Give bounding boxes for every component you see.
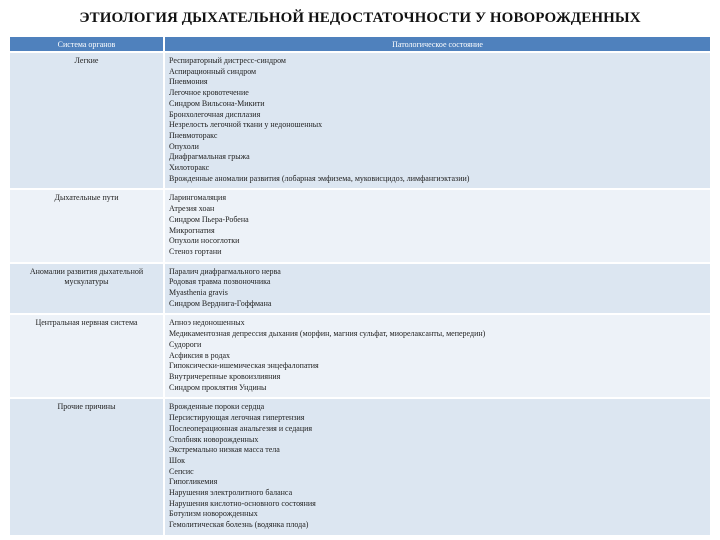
conditions-cell xyxy=(165,53,710,188)
system-cell: Прочие причины xyxy=(10,399,165,534)
condition-item: Опухоли xyxy=(169,141,199,151)
condition-item: Микрогнатия xyxy=(169,225,215,235)
table-header-row xyxy=(10,37,710,51)
condition-item: Гипогликемия xyxy=(169,477,218,487)
condition-item: Нарушения электролитного баланса xyxy=(169,488,293,498)
conditions-cell xyxy=(165,399,710,534)
condition-item: Персистирующая легочная гипертензия xyxy=(169,413,305,423)
condition-item: Бронхолегочная дисплазия xyxy=(169,109,261,119)
condition-item: Сепсис xyxy=(169,466,194,476)
condition-item: Паралич диафрагмального нерва xyxy=(169,266,281,276)
condition-item: Родовая травма позвоночника xyxy=(169,277,271,287)
condition-item: Шок xyxy=(169,455,185,465)
system-cell: Центральная нервная система xyxy=(10,315,165,397)
condition-item: Myasthenia gravis xyxy=(169,288,228,298)
condition-item: Пневмоторакс xyxy=(169,130,218,140)
condition-item: Асфиксия в родах xyxy=(169,350,231,360)
condition-item: Столбняк новорожденных xyxy=(169,434,259,444)
etiology-table xyxy=(10,35,710,537)
condition-item: Гипоксически-ишемическая энцефалопатия xyxy=(169,361,319,371)
condition-item: Ларингомаляция xyxy=(169,193,227,203)
condition-item: Экстремально низкая масса тела xyxy=(169,445,280,455)
condition-item: Респираторный дистресс-синдром xyxy=(169,56,286,65)
condition-item: Синдром Верднига-Гоффмана xyxy=(169,298,272,308)
condition-item: Гемолитическая болезнь (водянка плода) xyxy=(169,520,309,530)
condition-item: Синдром проклятия Ундины xyxy=(169,382,267,392)
condition-item: Опухоли носоглотки xyxy=(169,236,240,246)
system-cell: Дыхательные пути xyxy=(10,190,165,261)
condition-item: Пневмония xyxy=(169,77,208,87)
condition-item: Нарушения кислотно-основного состояния xyxy=(169,498,316,508)
page-title: ЭТИОЛОГИЯ ДЫХАТЕЛЬНОЙ НЕДОСТАТОЧНОСТИ У НОВОРОЖДЕННЫХ xyxy=(79,10,641,26)
table-row xyxy=(10,399,710,534)
condition-item: Незрелость легочной ткани у недоношенных xyxy=(169,120,323,130)
system-cell: Легкие xyxy=(10,53,165,188)
condition-item: Легочное кровотечение xyxy=(169,88,249,98)
table-row xyxy=(10,190,710,261)
header-system: Система органов xyxy=(10,37,165,51)
condition-item: Хилоторакс xyxy=(169,163,210,173)
condition-item: Диафрагмальная грыжа xyxy=(169,152,250,162)
table-row xyxy=(10,315,710,397)
condition-item: Ботулизм новорожденных xyxy=(169,509,258,519)
conditions-cell xyxy=(165,190,710,261)
condition-item: Синдром Вильсона-Микити xyxy=(169,98,265,108)
condition-item: Атрезия хоан xyxy=(169,204,215,214)
system-cell: Аномалии развития дыхательной мускулатуры xyxy=(10,264,165,314)
conditions-cell xyxy=(165,264,710,314)
table-row xyxy=(10,53,710,188)
condition-item: Послеоперационная анальгезия и седация xyxy=(169,423,313,433)
condition-item: Синдром Пьера-Робена xyxy=(169,214,249,224)
table-row xyxy=(10,264,710,314)
conditions-cell xyxy=(165,315,710,397)
condition-item: Судороги xyxy=(169,339,202,349)
condition-item: Внутричерепные кровоизлияния xyxy=(169,371,281,381)
condition-item: Медикаментозная депрессия дыхания (морфин, магния сульфат, миорелаксанты, мепередин) xyxy=(169,329,486,339)
condition-item: Стеноз гортани xyxy=(169,246,222,256)
condition-item: Врожденные пороки сердца xyxy=(169,402,265,412)
condition-item: Апноэ недоношенных xyxy=(169,318,245,328)
condition-item: Аспирационный синдром xyxy=(169,66,257,76)
header-condition: Патологическое состояние xyxy=(165,37,710,51)
condition-item: Врожденные аномалии развития (лобарная эмфизема, муковисцидоз, лимфангиэктазии) xyxy=(169,173,470,183)
